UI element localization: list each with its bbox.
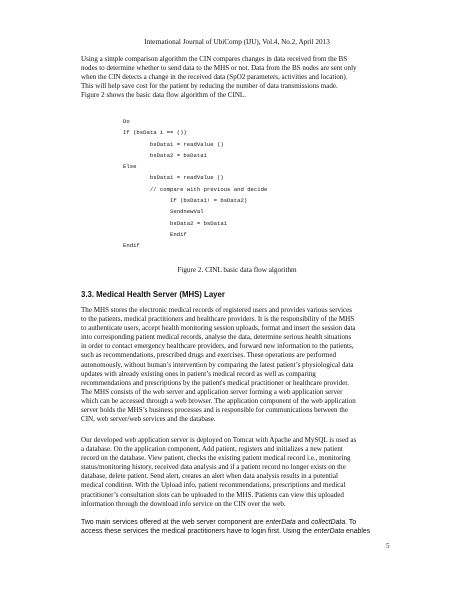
code-line: If (bsData 1 == ()) [123, 129, 187, 137]
text-line: recommendations and prescriptions by the patient's medical practitioner or healthcare provider. [81, 378, 349, 387]
text-line: Our developed web application server is deployed on Tomcat with Apache and MySQL is used as [81, 436, 357, 444]
text-line: Figure 2 shows the basic data flow algorithm of the CINL. [81, 91, 246, 100]
code-line: Else [123, 163, 137, 171]
section-paragraph-2 [81, 436, 397, 509]
code-line: Endif [123, 242, 140, 250]
text-line: The MHS stores the electronic medical records of registered users and provides various services [81, 306, 353, 314]
text-line: This will help save cost for the patient by reducing the number of data transmissions made. [81, 82, 338, 91]
page-number: 5 [386, 542, 390, 550]
text-line: which can be accessed through a web browser. The application component of the web application [81, 396, 356, 405]
service-name-enterdata: enterData [265, 519, 296, 526]
text-line: CIN, web server/web services and the database. [81, 415, 216, 424]
text-line: practitioner’s consultation slots can be uploaded to the MHS. Patients can view this uploaded [81, 490, 344, 499]
code-line: If (bsData1! = bsData2) [123, 197, 248, 205]
text-line: such as recommendations, prescribed drugs and exercises. These operations are performed [81, 351, 337, 360]
text-line: when the CIN detects a change in the received data (SpO2 parameters, activities and location). [81, 73, 348, 82]
text-line: updates with already existing ones in patient’s medical record as well as comparing [81, 369, 316, 378]
text-line: medical condition. With the Upload info, patient recommendations, prescriptions and medical [81, 481, 346, 490]
section-heading: 3.3. Medical Health Server (MHS) Layer [81, 290, 225, 299]
text-line: database, delete patient. Send alert, creates an alert when data analysis results in a potential [81, 472, 338, 481]
text-line: to the patients, medical practitioners and healthcare providers. It is the responsibility of the MHS [81, 315, 355, 324]
text-line: server holds the MHS’s business processes and is responsible for communications between the [81, 406, 348, 415]
text-line [81, 527, 397, 536]
text-run: enables [344, 528, 371, 536]
text-line: autonomously, without human’s intervention by comparing the latest patient’s physiological data [81, 360, 354, 369]
text-line: The MHS consists of the web server and application server forming a web application server [81, 387, 343, 396]
text-line: information through the download info service on the CIN over the web. [81, 499, 286, 508]
section-paragraph-1 [81, 306, 397, 424]
code-line: bsData1 = readValue () [123, 140, 224, 148]
code-listing [123, 116, 383, 252]
text-line: nodes to determine whether to send data to the MHS or not. Data from the BS nodes are sent only [81, 64, 357, 73]
text-line [81, 518, 397, 527]
text-line: record on the database. View patient, checks the existing patient medical record i.e., monitoring [81, 454, 351, 463]
code-line: // compare with previous and decide [123, 185, 268, 193]
text-line: to authenticate users, accept health monitoring session uploads, format and insert the session data [81, 324, 356, 333]
text-line: status/monitoring history, received data analysis and if a patient record no longer exists on the [81, 463, 346, 472]
text-line: into corresponding patient medical records, analyse the data, determine serious health situations [81, 333, 352, 342]
code-line: SendnewVal [123, 208, 204, 216]
text-run: and [295, 519, 312, 526]
code-line: Endif [123, 230, 187, 238]
code-line: Do [123, 118, 130, 125]
text-line: a database. On the application component, Add patient, registers and initializes a new patient [81, 445, 343, 454]
text-run: Two main services offered at the web server component are [81, 519, 266, 526]
text-run: . To [345, 519, 357, 526]
running-header: International Journal of UbiComp (IJU), Vol.4, No.2, April 2013 [144, 38, 330, 46]
service-name-collectdata: collectData [311, 519, 346, 526]
code-line: bsData2 = bsData1 [123, 219, 228, 227]
section-paragraph-3 [81, 518, 397, 536]
text-line: Using a simple comparison algorithm the CIN compares changes in data received from the BS [81, 55, 348, 63]
figure-caption: Figure 2. CINL basic data flow algorithm [177, 266, 297, 274]
code-line: bsData2 = bsData1 [123, 151, 207, 159]
intro-paragraph [81, 55, 397, 100]
code-line: bsData1 = readValue () [123, 174, 224, 182]
text-run: access these services the medical practitioners have to login first. Using the [81, 528, 314, 536]
text-line: in order to contact emergency healthcare providers, and forward new information to the patients, [81, 342, 354, 351]
service-name-enterdata: enterData [313, 528, 345, 536]
